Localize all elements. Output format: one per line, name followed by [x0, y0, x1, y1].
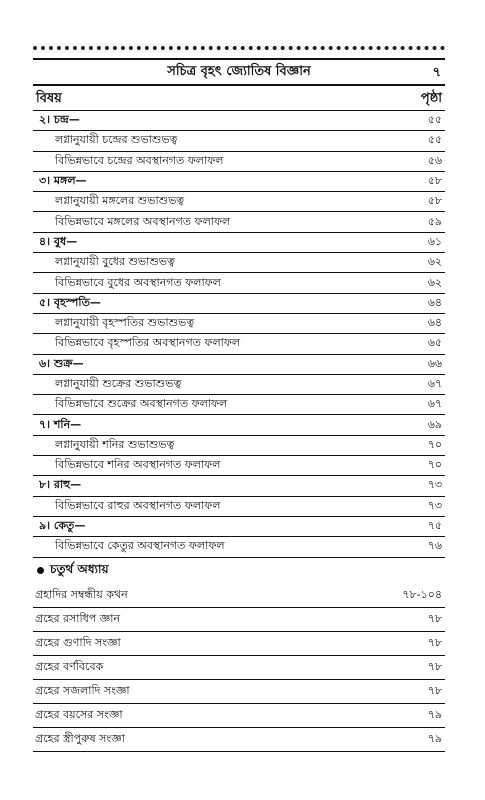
entry-label: ৩। মঙ্গল—: [39, 174, 87, 188]
entry-label: বিভিন্নভাবে রাহুর অবস্থানগত ফলাফল: [55, 498, 221, 512]
chapter-title: চতুর্থ অধ্যায়: [50, 561, 109, 576]
dotted-top-rule: [33, 46, 445, 56]
toc-row: [33, 395, 445, 415]
toc-row: [33, 456, 445, 476]
entry-page: ৬১: [427, 234, 442, 248]
entry-label: লগ্নানুযায়ী বুধের শুভাশুভত্ব: [55, 255, 175, 269]
entry-page: ৫৮: [427, 194, 442, 208]
entry-page: ৬৫: [427, 336, 442, 350]
entry-label: লগ্নানুযায়ী শনির শুভাশুভত্ব: [55, 437, 175, 451]
entry-label: লগ্নানুযায়ী চন্দ্রের শুভাশুভত্ব: [55, 133, 178, 147]
entry-page: ৭৮: [427, 683, 442, 697]
entry-label: গ্রহের বয়সের সংজ্ঞা: [35, 707, 123, 721]
subject-column-header: বিষয়: [36, 91, 62, 106]
toc-row: [33, 632, 445, 656]
entry-page: ৭৩: [427, 478, 442, 492]
entry-label: গ্রহাদির সম্বন্ধীয় কথন: [35, 587, 128, 601]
entry-page: ৫৯: [427, 214, 442, 228]
toc-row: [33, 680, 445, 704]
entry-page: ৭০: [427, 437, 442, 451]
toc-row: [33, 152, 445, 172]
entry-page: ৭৫: [427, 519, 442, 533]
entry-page: ৫৫: [427, 133, 442, 147]
toc-row: [33, 476, 445, 496]
entry-page: ৬২: [427, 255, 442, 269]
toc-row: [33, 415, 445, 435]
entry-label: গ্রহের সজলাদি সংজ্ঞা: [35, 683, 130, 697]
entry-page: ৭০: [427, 458, 442, 472]
entry-label: বিভিন্নভাবে মঙ্গলের অবস্থানগত ফলাফল: [55, 214, 231, 228]
toc-row: [33, 656, 445, 680]
entry-page: ৭৯: [427, 707, 442, 721]
entry-page: ৬৭: [427, 397, 442, 411]
toc-row: [33, 608, 445, 632]
entry-label: বিভিন্নভাবে চন্দ্রের অবস্থানগত ফলাফল: [55, 153, 224, 167]
toc-row: [33, 273, 445, 293]
toc-row: [33, 172, 445, 192]
running-header: [33, 58, 445, 86]
toc-row: [33, 436, 445, 456]
toc-row: [33, 355, 445, 375]
entry-label: ৫। বৃহস্পতি—: [39, 295, 101, 309]
entry-label: গ্রহের গুণাদি সংজ্ঞা: [35, 635, 121, 649]
entry-label: বিভিন্নভাবে শুক্রের অবস্থানগত ফলাফল: [55, 397, 228, 411]
entry-label: গ্রহের রসাধিপ জ্ঞান: [35, 611, 121, 625]
entry-page: ৬২: [427, 275, 442, 289]
entry-page: ৫৮: [427, 174, 442, 188]
page-column-header: পৃষ্ঠা: [420, 91, 442, 106]
entry-label: লগ্নানুযায়ী বৃহস্পতির শুভাশুভত্ব: [55, 316, 195, 330]
entry-label: ৭। শনি—: [39, 417, 82, 431]
toc-row: [33, 375, 445, 395]
entry-label: ৯। কেতু—: [39, 519, 86, 533]
book-title: সচিত্র বৃহৎ জ্যোতিষ বিজ্ঞান: [167, 63, 311, 79]
chapter-heading: [33, 558, 445, 584]
toc-row: [33, 253, 445, 273]
page-number: ৭: [432, 65, 441, 80]
entry-label: ৪। বুধ—: [39, 234, 78, 248]
toc-row: [33, 497, 445, 517]
entry-page: ৭৮: [427, 635, 442, 649]
entry-page: ৭৮-১০৪: [402, 587, 442, 601]
toc-row: [33, 111, 445, 131]
toc-row: [33, 131, 445, 151]
toc-row: [33, 728, 445, 752]
bullet-icon: [37, 567, 44, 574]
entry-label: লগ্নানুযায়ী শুক্রের শুভাশুভত্ব: [55, 377, 182, 390]
entry-label: বিভিন্নভাবে শনির অবস্থানগত ফলাফল: [55, 458, 221, 472]
entry-page: ৬৬: [427, 356, 442, 370]
entry-label: ২। চন্দ্র—: [39, 113, 80, 127]
toc-page: [33, 46, 445, 752]
entry-page: ৫৬: [427, 153, 442, 167]
chapter-rows: [33, 584, 445, 752]
entry-label: গ্রহের স্ত্রীপুরুষ সংজ্ঞা: [35, 731, 125, 745]
toc-row: [33, 537, 445, 557]
toc-row: [33, 584, 445, 608]
entry-label: বিভিন্নভাবে বুধের অবস্থানগত ফলাফল: [55, 275, 221, 289]
entry-label: ৮। রাহু—: [39, 478, 82, 492]
entry-page: ৬৪: [427, 316, 442, 330]
entry-page: ৬৪: [427, 295, 442, 309]
entry-page: ৫৫: [427, 113, 442, 127]
toc-rows: [33, 111, 445, 558]
toc-row: [33, 233, 445, 253]
entry-label: বিভিন্নভাবে বৃহস্পতির অবস্থানগত ফলাফল: [55, 336, 241, 350]
entry-page: ৭৩: [427, 498, 442, 512]
entry-page: ৭৮: [427, 611, 442, 625]
entry-page: ৭৯: [427, 731, 442, 745]
entry-page: ৬৭: [427, 377, 442, 390]
entry-label: বিভিন্নভাবে কেতুর অবস্থানগত ফলাফল: [55, 539, 225, 553]
toc-row: [33, 212, 445, 232]
toc-row: [33, 704, 445, 728]
entry-page: ৭৬: [427, 539, 442, 553]
entry-page: ৭৮: [427, 659, 442, 673]
entry-label: গ্রহের বর্ণবিবেক: [35, 659, 104, 673]
toc-row: [33, 314, 445, 334]
toc-row: [33, 192, 445, 212]
entry-label: ৬। শুক্র—: [39, 356, 84, 370]
entry-page: ৬৯: [427, 417, 442, 431]
toc-row: [33, 294, 445, 314]
column-headers: [33, 86, 445, 111]
toc-row: [33, 334, 445, 354]
entry-label: লগ্নানুযায়ী মঙ্গলের শুভাশুভত্ব: [55, 194, 185, 208]
toc-row: [33, 517, 445, 537]
